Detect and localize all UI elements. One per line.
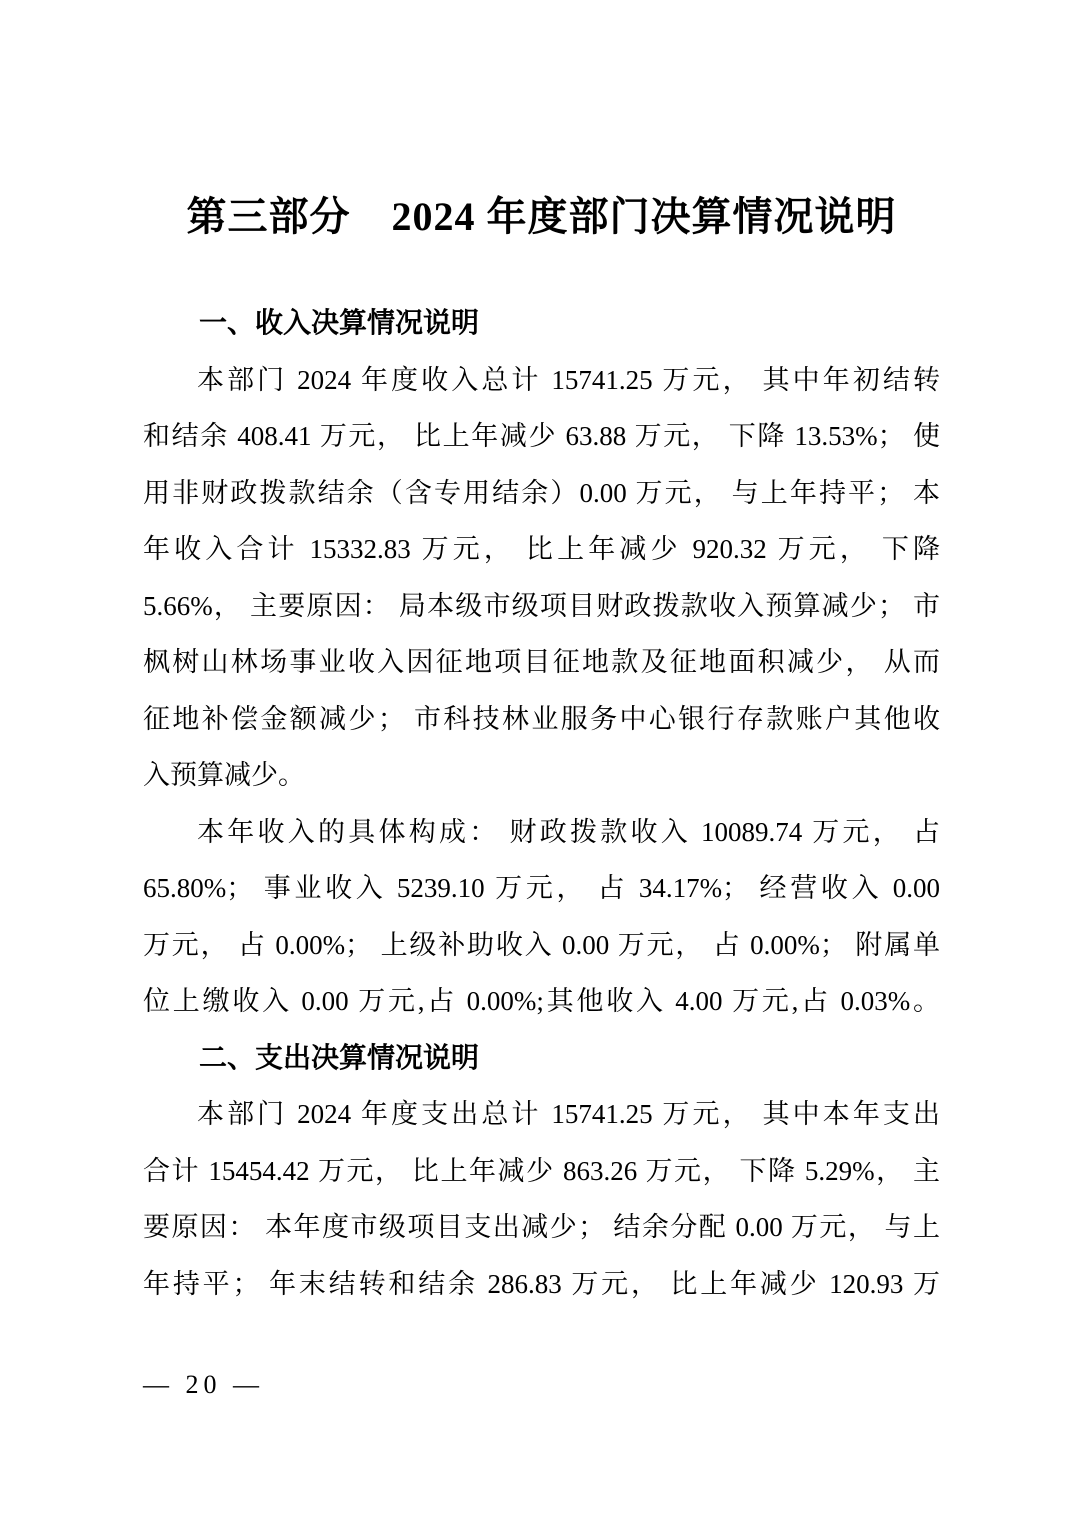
body-line: 合计 15454.42 万元， 比上年减少 863.26 万元， 下降 5.29%， 主 (143, 1155, 940, 1186)
body-line: 枫树山林场事业收入因征地项目征地款及征地面积减少， 从而 (143, 647, 940, 677)
section-heading-expense: 二、支出决算情况说明 (199, 1041, 480, 1073)
body-line: 用非财政拨款结余（含专用结余）0.00 万元， 与上年持平； 本 (143, 477, 940, 508)
document-content (143, 0, 940, 1312)
section-heading-income: 一、收入决算情况说明 (199, 307, 480, 338)
body-line: 入预算减少。 (143, 760, 305, 790)
body-line: 年持平； 年末结转和结余 286.83 万元， 比上年减少 120.93 万 (143, 1268, 940, 1299)
body-line: 65.80%； 事业收入 5239.10 万元， 占 34.17%； 经营收入 0.00 (143, 873, 940, 903)
body-line: 位上缴收入 0.00 万元,占 0.00%;其他收入 4.00 万元,占 0.03%。 (143, 986, 940, 1016)
body-line: 万元， 占 0.00%； 上级补助收入 0.00 万元， 占 0.00%； 附属单 (143, 929, 940, 960)
body-line: 年收入合计 15332.83 万元， 比上年减少 920.32 万元， 下降 (143, 534, 940, 564)
page-number: — 20 — (143, 1370, 264, 1399)
body-line: 征地补偿金额减少； 市科技林业服务中心银行存款账户其他收 (143, 703, 940, 734)
page-title: 第三部分 2024 年度部门决算情况说明 (186, 194, 897, 239)
body-line: 本部门 2024 年度支出总计 15741.25 万元， 其中本年支出 (197, 1099, 940, 1129)
body-line: 5.66%， 主要原因： 局本级市级项目财政拨款收入预算减少； 市 (143, 590, 940, 621)
body-line: 要原因： 本年度市级项目支出减少； 结余分配 0.00 万元， 与上 (143, 1212, 940, 1242)
body-text (143, 295, 940, 1312)
body-line: 本年收入的具体构成： 财政拨款收入 10089.74 万元， 占 (197, 816, 940, 847)
body-line: 和结余 408.41 万元， 比上年减少 63.88 万元， 下降 13.53%； 使 (143, 421, 940, 451)
body-line: 本部门 2024 年度收入总计 15741.25 万元， 其中年初结转 (197, 364, 940, 395)
